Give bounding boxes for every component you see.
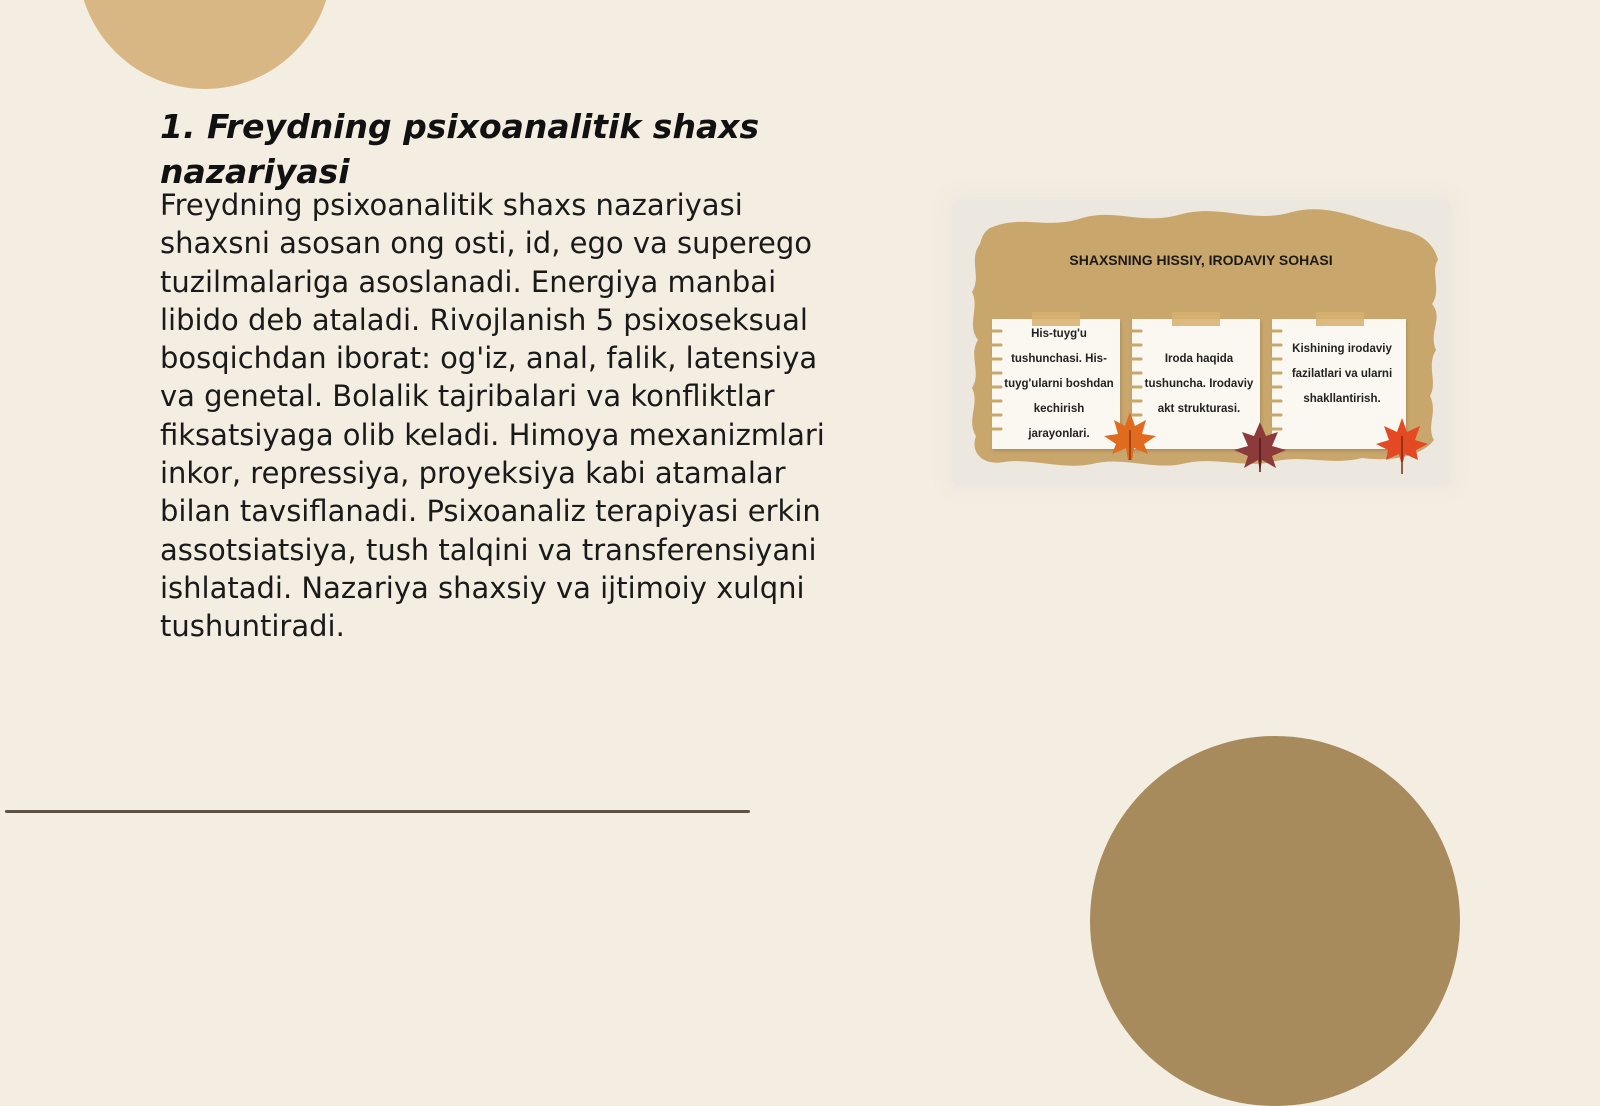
maroon-maple-leaf-icon: [1232, 420, 1288, 474]
spiral-binding-icon: [984, 325, 1004, 443]
note-card-1: [992, 319, 1120, 449]
slide-body-text: Freydning psixoanalitik shaxs nazariyasi shaxsni asosan ong osti, id, ego va superego tuzilmalariga asoslanadi. Energiya manbai libido deb ataladi. Rivojlanish 5 psixoseksual bosqichdan iborat: og'iz, anal, falik, latensiya va genetal. Bolalik tajribalari va konfliktlar fiksatsiyaga olib keladi. Himoya mexanizmlari inkor, repressiya, proyeksiya kabi atamalar bilan tavsiflanadi. Psixoanaliz terapiyasi erkin assotsiatsiya, tush talqini va transferensiyani ishlatadi. Nazariya shaxsiy va ijtimoiy xulqni tushuntiradi.: [160, 188, 825, 644]
illustration-heading: SHAXSNING HISSIY, IRODAVIY SOHASI: [1069, 252, 1333, 268]
slide-illustration: [952, 200, 1450, 485]
card-1-text: His-tuyg'u tushunchasi. His-tuyg'ularni boshdan kechirish jarayonlari.: [1004, 327, 1114, 440]
decorative-circle-bottom: [1090, 736, 1460, 1106]
red-maple-leaf-icon: [1374, 416, 1430, 476]
card-2-text: Iroda haqida tushuncha. Irodaviy akt strukturasi.: [1144, 352, 1254, 415]
orange-maple-leaf-icon: [1102, 410, 1158, 462]
slide-title: 1. Freydning psixoanalitik shaxs nazariyasi: [160, 107, 760, 191]
decorative-circle-top: [78, 0, 332, 89]
card-3-text: Kishining irodaviy fazilatlari va ularni shakllantirish.: [1291, 343, 1393, 405]
divider-line: [5, 810, 750, 813]
